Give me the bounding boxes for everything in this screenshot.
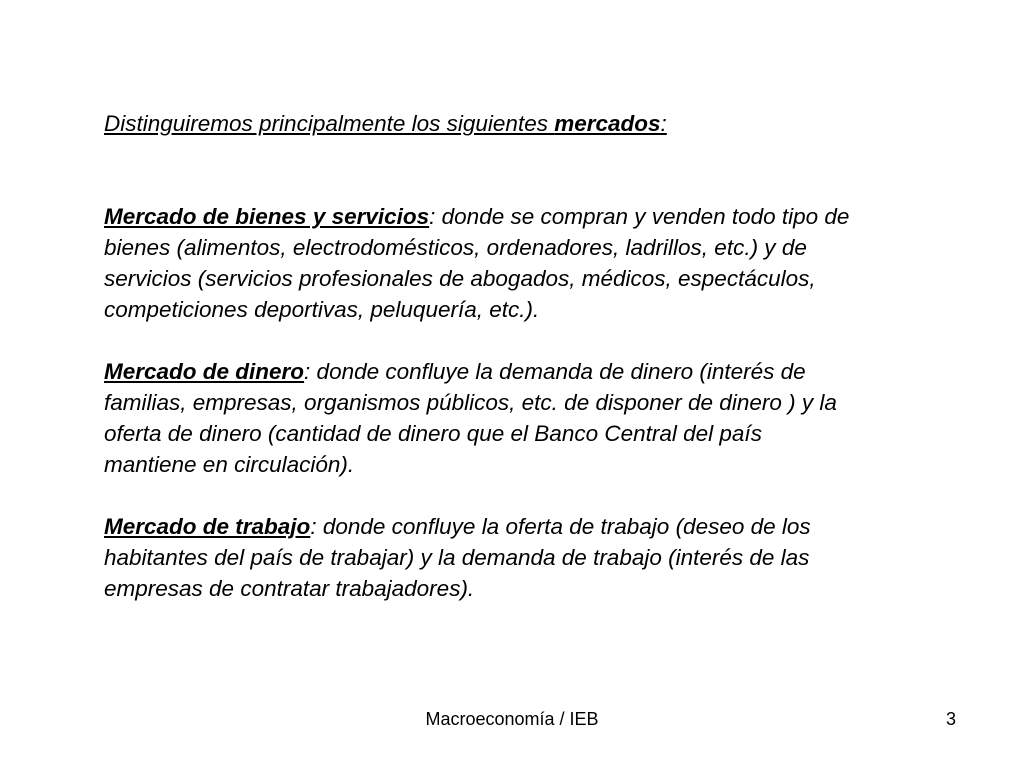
market-term: Mercado de trabajo <box>104 514 311 539</box>
market-line: bienes (alimentos, electrodomésticos, ordenadores, ladrillos, etc.) y de <box>104 235 807 260</box>
market-line: habitantes del país de trabajar) y la demanda de trabajo (interés de las <box>104 545 810 570</box>
footer-text: Macroeconomía / IEB <box>425 709 599 729</box>
market-line: competiciones deportivas, peluquería, etc.). <box>104 297 540 322</box>
market-money <box>104 356 984 480</box>
market-line: empresas de contratar trabajadores). <box>104 576 475 601</box>
market-line <box>104 201 984 232</box>
market-text: : donde confluye la demanda de dinero (interés de <box>304 359 806 384</box>
intro-heading <box>104 108 984 139</box>
market-line: oferta de dinero (cantidad de dinero que el Banco Central del país <box>104 421 762 446</box>
market-labor <box>104 511 984 604</box>
market-line: servicios (servicios profesionales de abogados, médicos, espectáculos, <box>104 266 816 291</box>
slide-content <box>104 108 984 635</box>
market-text: : donde confluye la oferta de trabajo (deseo de los <box>310 514 811 539</box>
intro-prefix: Distinguiremos principalmente los siguientes <box>104 111 555 136</box>
market-line <box>104 356 984 387</box>
market-term: Mercado de dinero <box>104 359 305 384</box>
market-text: : donde se compran y venden todo tipo de <box>429 204 850 229</box>
market-goods-services <box>104 201 984 325</box>
intro-suffix: : <box>660 111 667 136</box>
intro-bold: mercados <box>554 111 661 136</box>
market-line <box>104 511 984 542</box>
page-number: 3 <box>946 709 957 729</box>
market-line: mantiene en circulación). <box>104 452 355 477</box>
market-term: Mercado de bienes y servicios <box>104 204 430 229</box>
market-line: familias, empresas, organismos públicos, etc. de disponer de dinero ) y la <box>104 390 837 415</box>
